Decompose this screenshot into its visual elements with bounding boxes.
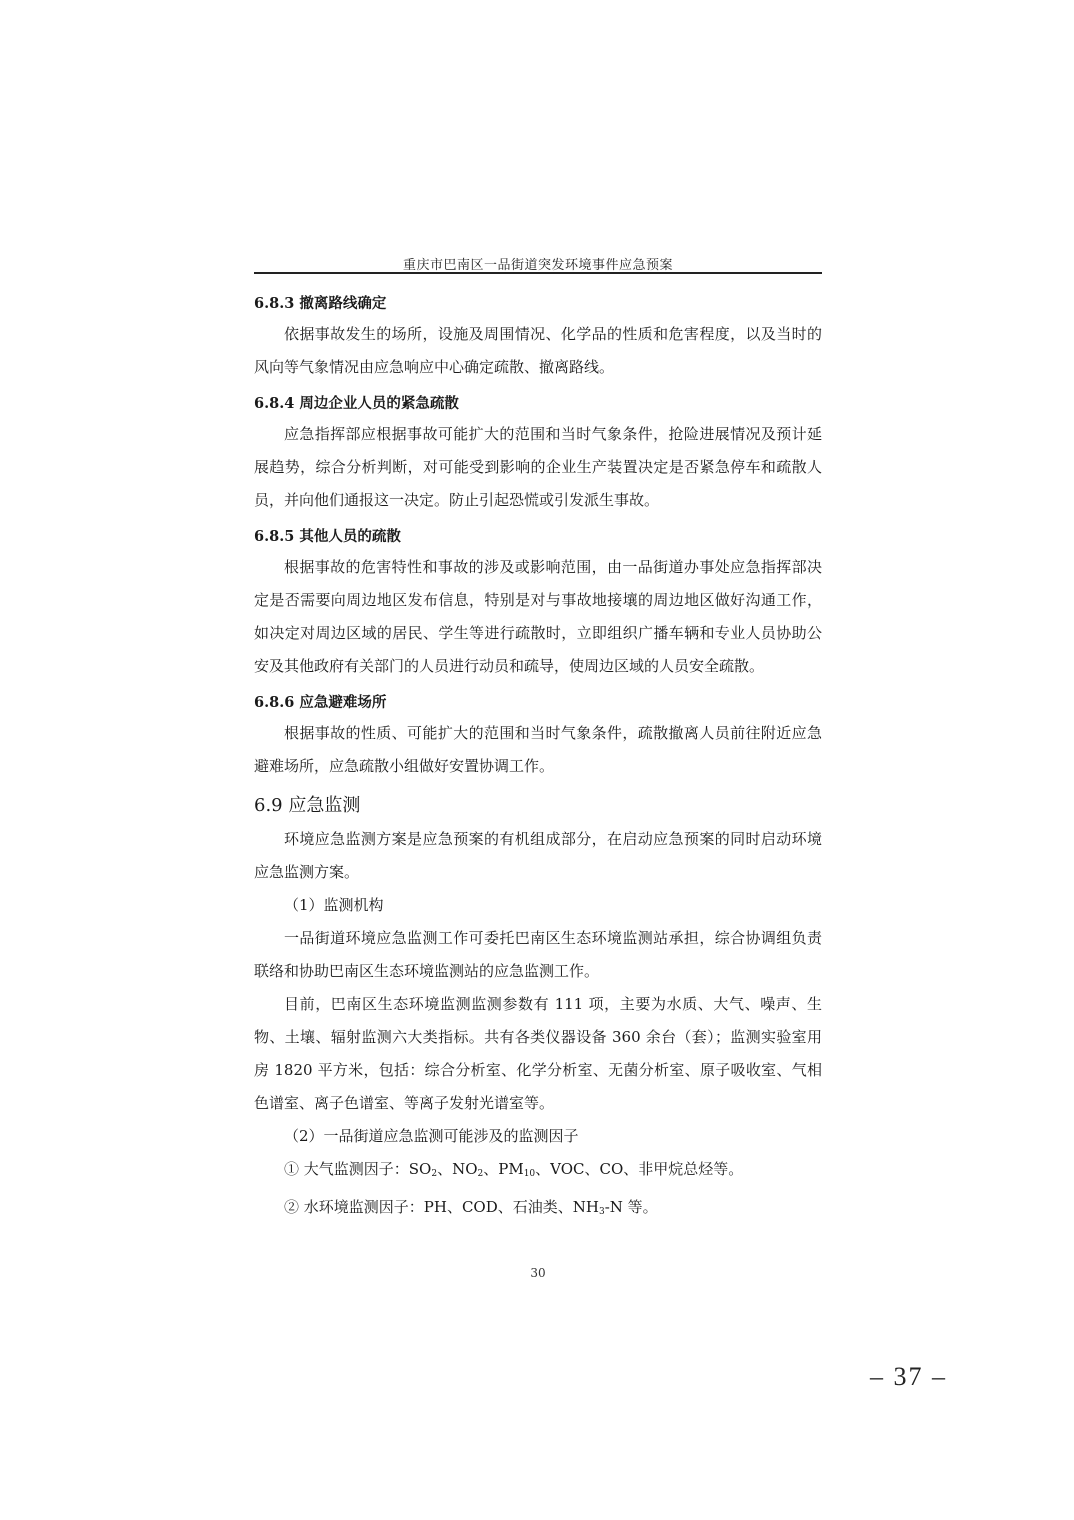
paragraph: 应急指挥部应根据事故可能扩大的范围和当时气象条件，抢险进展情况及预计延展趋势，综合分析判断，对可能受到影响的企业生产装置决定是否紧急停车和疏散人员，并向他们通报这一决定。防止引起恐慌或引发派生事故。: [254, 425, 822, 509]
list-item-air-factors: ① 大气监测因子：$SO_2$、$NO_2$、$PM_{10}$、VOC、CO、非甲烷总烃等。: [284, 1160, 744, 1179]
paragraph: 环境应急监测方案是应急预案的有机组成部分，在启动应急预案的同时启动环境应急监测方案。: [254, 830, 822, 881]
folio-number: – 37 –: [870, 1362, 947, 1391]
paragraph: 根据事故的性质、可能扩大的范围和当时气象条件，疏散撤离人员前往附近应急避难场所，应急疏散小组做好安置协调工作。: [254, 724, 822, 775]
paragraph: 目前，巴南区生态环境监测监测参数有 111 项，主要为水质、大气、噪声、生物、土壤、辐射监测六大类指标。共有各类仪器设备 360 余台（套）；监测实验室用房 1820 平方米，包括：综合分析室、化学分析室、无菌分析室、原子吸收室、气相色谱室、离子色谱室、等离子发射光谱室等。: [254, 995, 822, 1112]
heading-6-9: 6.9 应急监测: [254, 795, 361, 816]
list-item-water-factors: ② 水环境监测因子：PH、COD、石油类、$NH_3-N$ 等。: [284, 1198, 658, 1217]
header-rule: [254, 272, 822, 274]
heading-6-8-4: 6.8.4 周边企业人员的紧急疏散: [254, 395, 459, 412]
heading-6-8-5: 6.8.5 其他人员的疏散: [254, 528, 401, 545]
page-body: [254, 284, 822, 1229]
paragraph: 一品街道环境应急监测工作可委托巴南区生态环境监测站承担，综合协调组负责联络和协助巴南区生态环境监测站的应急监测工作。: [254, 929, 822, 980]
page-number: 30: [530, 1266, 546, 1280]
heading-6-8-6: 6.8.6 应急避难场所: [254, 694, 387, 711]
heading-6-8-3: 6.8.3 撤离路线确定: [254, 295, 387, 312]
list-item: （1）监测机构: [284, 896, 384, 914]
running-header: 重庆市巴南区一品街道突发环境事件应急预案: [402, 258, 673, 273]
paragraph: 根据事故的危害特性和事故的涉及或影响范围，由一品街道办事处应急指挥部决定是否需要向周边地区发布信息，特别是对与事故地接壤的周边地区做好沟通工作，如决定对周边区域的居民、学生等进行疏散时，立即组织广播车辆和专业人员协助公安及其他政府有关部门的人员进行动员和疏导，使周边区域的人员安全疏散。: [254, 558, 822, 675]
paragraph: 依据事故发生的场所，设施及周围情况、化学品的性质和危害程度，以及当时的风向等气象情况由应急响应中心确定疏散、撤离路线。: [254, 325, 822, 376]
list-item: （2）一品街道应急监测可能涉及的监测因子: [284, 1127, 579, 1145]
